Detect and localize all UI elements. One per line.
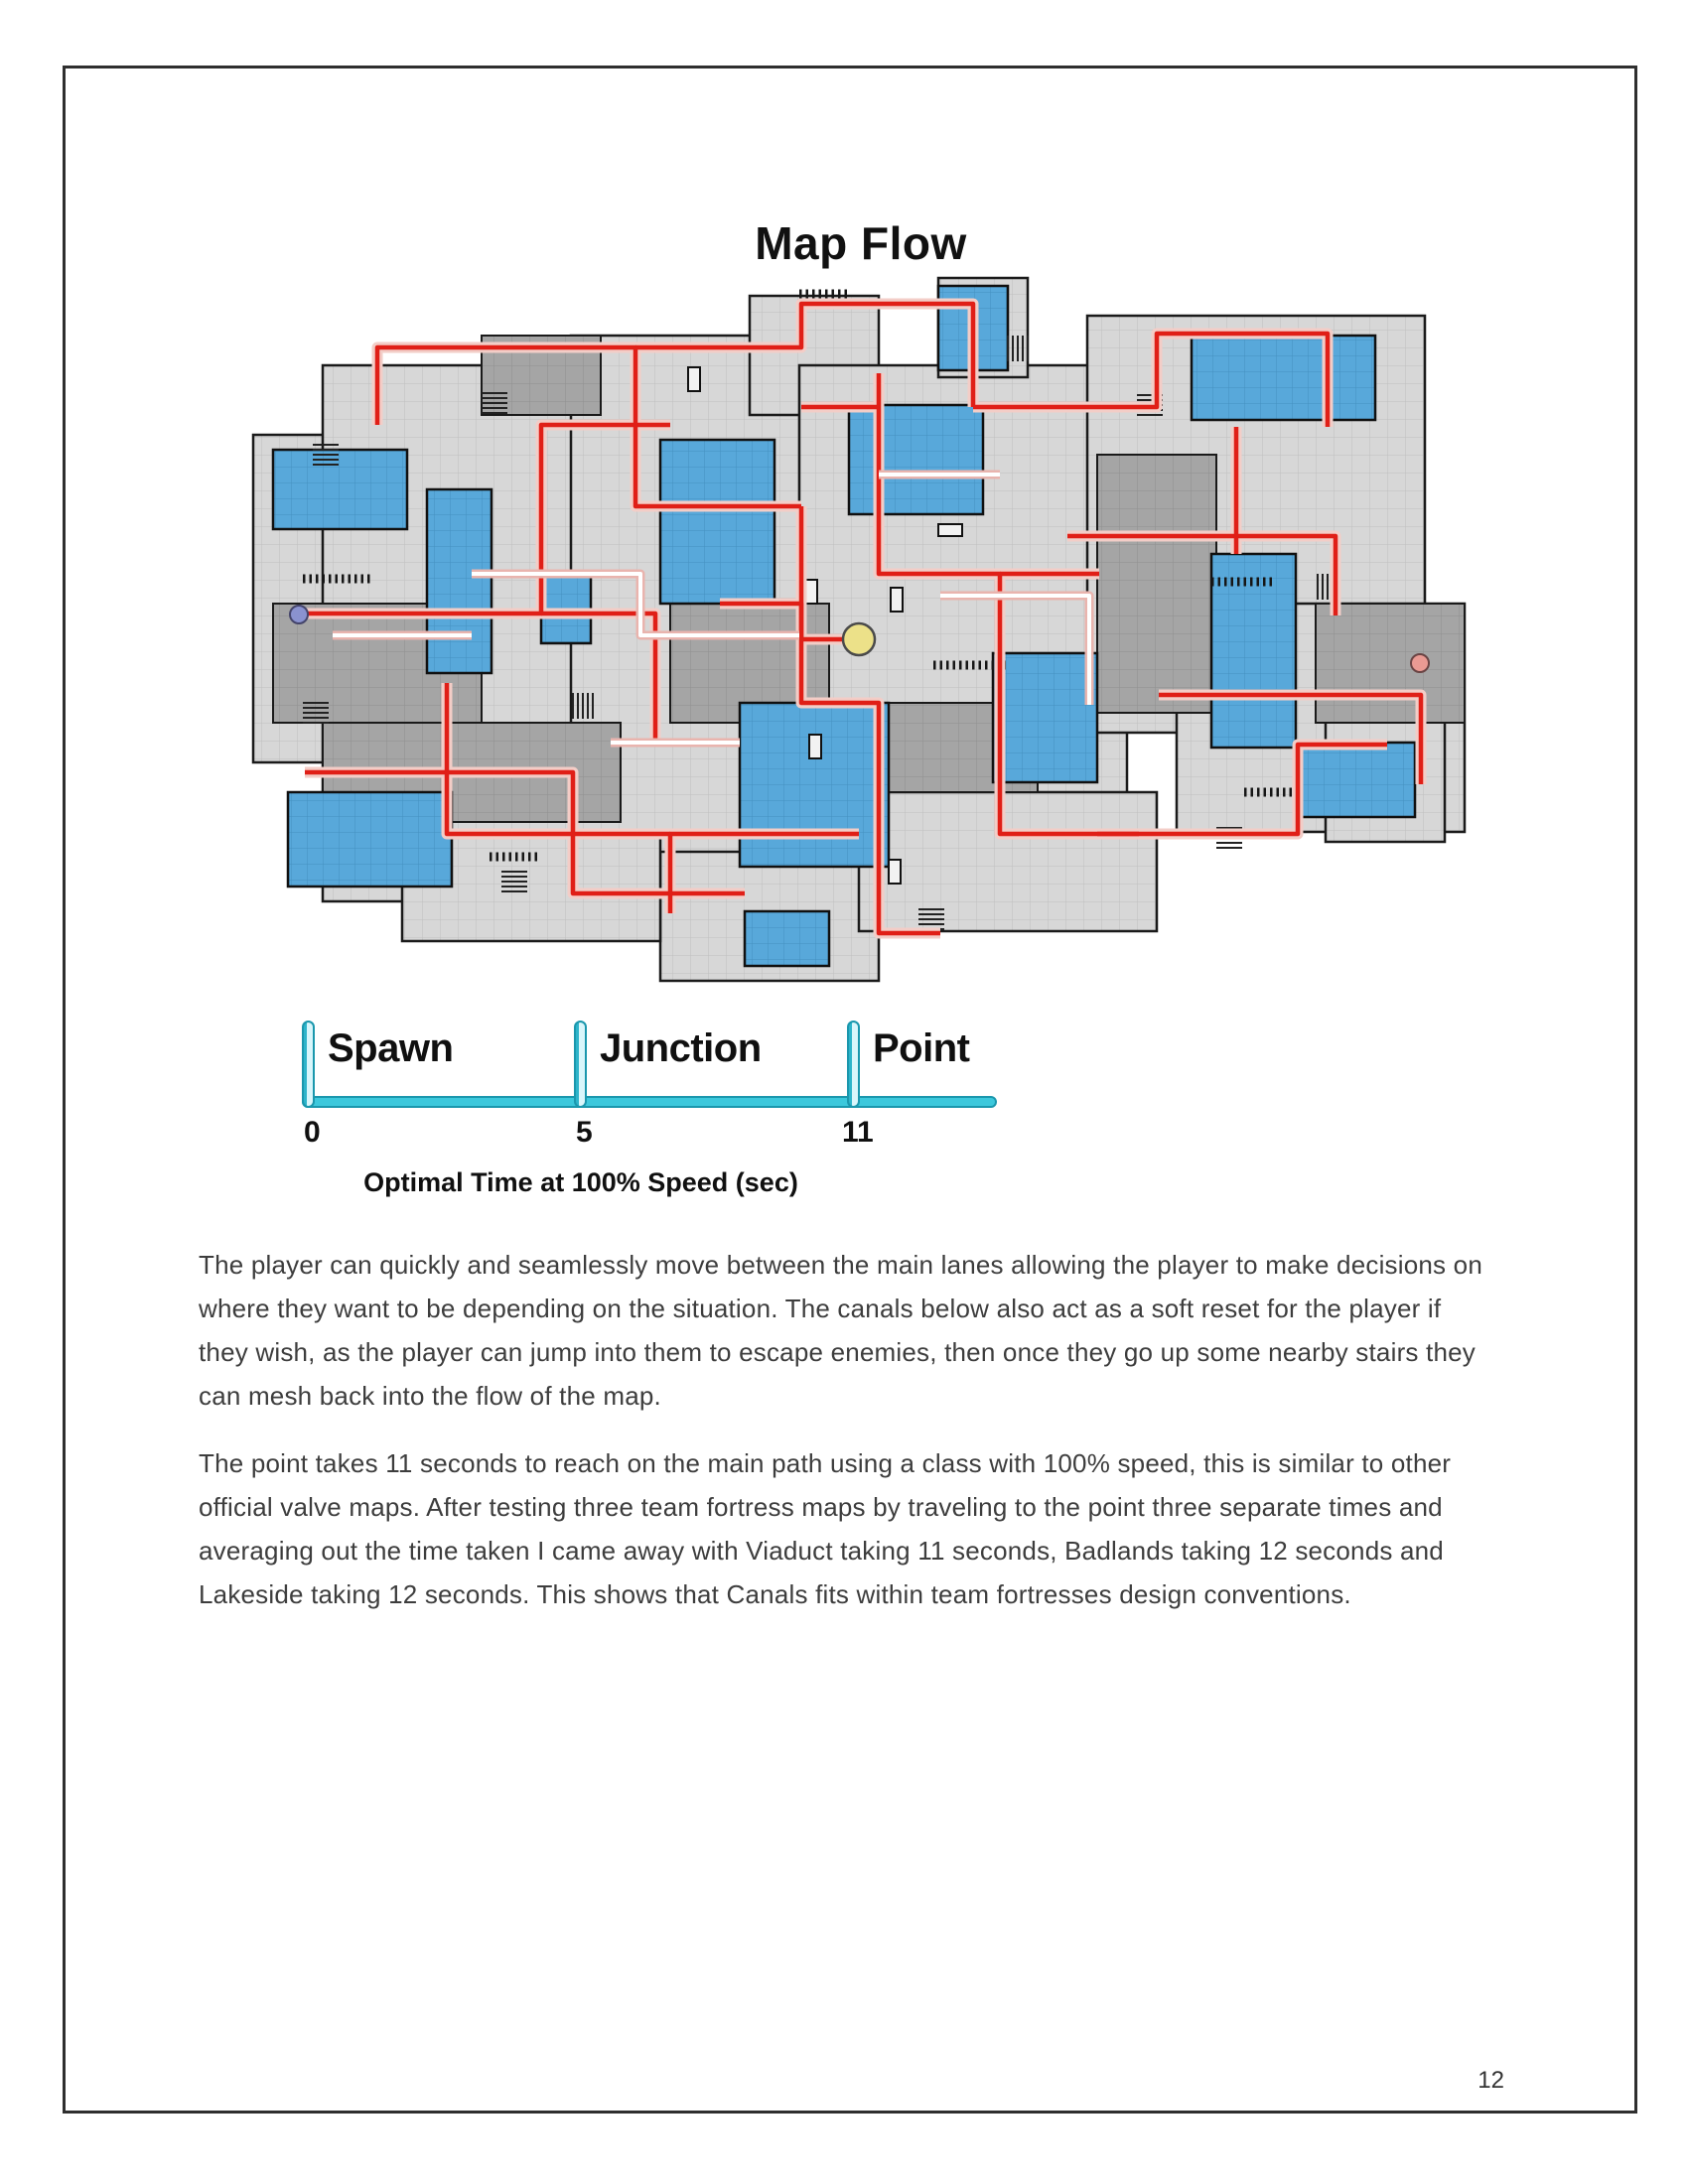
blue-spawn-dot (290, 606, 308, 623)
timeline-marker-spawn (302, 1021, 315, 1108)
map-flow-illustration (243, 276, 1479, 991)
timeline-value-spawn: 0 (304, 1116, 321, 1149)
timeline-label-point: Point (873, 1026, 970, 1070)
timeline-marker-junction (574, 1021, 587, 1108)
map-flow-figure (243, 276, 1479, 991)
paragraph-timing: The point takes 11 seconds to reach on the main path using a class with 100% speed, this is similar to other official valve maps. After testing three team fortress maps by traveling to the point three separate times and averaging out the time taken I came away with Viaduct taking 11 seconds, Badlands taking 12 seconds and Lakeside taking 12 seconds. This shows that Canals fits within team fortresses design conventions. (199, 1448, 1452, 1609)
timeline-label-junction: Junction (600, 1026, 762, 1070)
paragraph-map-flow: The player can quickly and seamlessly move between the main lanes allowing the player to make decisions on where they want to be depending on the situation. The canals below also act as a soft reset for the player if they wish, as the player can jump into them to escape enemies, then once they go up some nearby stairs they can mesh back into the flow of the map. (199, 1250, 1482, 1411)
timeline-value-point: 11 (842, 1116, 874, 1149)
figure-title: Map Flow (755, 217, 967, 269)
page-number: 12 (1477, 2067, 1504, 2094)
timeline-axis-line (302, 1096, 997, 1108)
control-point-marker (843, 623, 875, 655)
body-text (199, 1243, 1494, 1640)
timeline-marker-point (847, 1021, 860, 1108)
timeline-label-spawn: Spawn (328, 1026, 454, 1070)
timeline-caption: Optimal Time at 100% Speed (sec) (363, 1167, 798, 1197)
red-spawn-dot (1411, 654, 1429, 672)
timeline-value-junction: 5 (576, 1116, 593, 1149)
